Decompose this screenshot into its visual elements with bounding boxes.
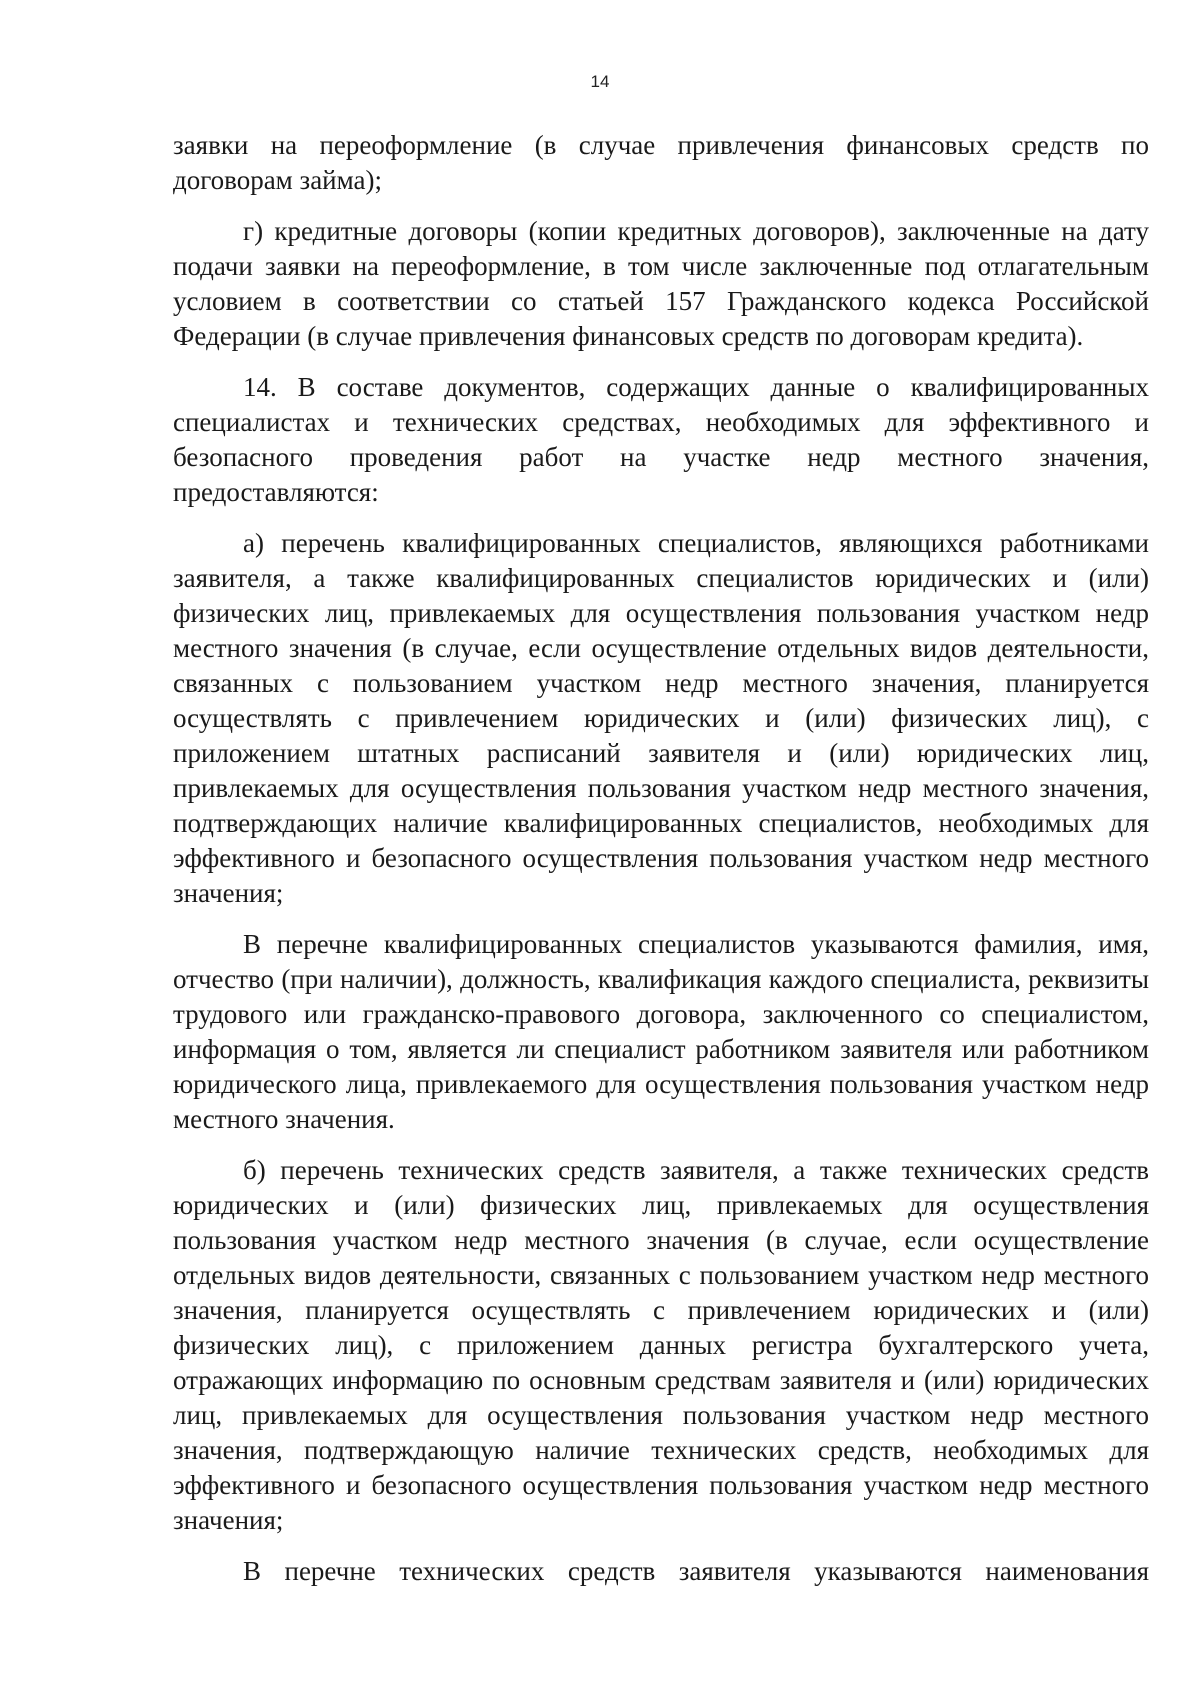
paragraph-item-b: б) перечень технических средств заявителя, а также технических средств юридических и (или) физических лиц, привлекаемых для осуществления пользования участком недр местного значения (в случае, если осуществление отдельных видов деятельности, связанных с пользованием участком недр местного значения, планируется осуществлять с привлечением юридических и (или) физических лиц), с приложением данных регистра бухгалтерского учета, отражающих информацию по основным средствам заявителя и (или) юридических лиц, привлекаемых для осуществления пользования участком недр местного значения, подтверждающую наличие технических средств, необходимых для эффективного и безопасного осуществления пользования участком недр местного значения;	[173, 1155, 1149, 1535]
paragraph-item-a-detail: В перечне квалифицированных специалистов указываются фамилия, имя, отчество (при наличии), должность, квалификация каждого специалиста, реквизиты трудового или гражданско-правового договора, заключенного со специалистом, информация о том, является ли специалист работником заявителя или работником юридического лица, привлекаемого для осуществления пользования участком недр местного значения.	[173, 929, 1149, 1134]
document-body	[173, 128, 1149, 1605]
paragraph-continuation: заявки на переоформление (в случае привлечения финансовых средств по договорам займа);	[173, 130, 1149, 195]
page-number: 14	[590, 72, 610, 91]
paragraph-item-g: г) кредитные договоры (копии кредитных договоров), заключенные на дату подачи заявки на переоформление, в том числе заключенные под отлагательным условием в соответствии со статьей 157 Гражданского кодекса Российской Федерации (в случае привлечения финансовых средств по договорам кредита).	[173, 216, 1149, 351]
paragraph-item-b-detail: В перечне технических средств заявителя указываются наименования	[243, 1556, 1149, 1586]
paragraph-section-14: 14. В составе документов, содержащих данные о квалифицированных специалистах и технических средствах, необходимых для эффективного и безопасного проведения работ на участке недр местного значения, предоставляются:	[173, 372, 1149, 507]
paragraph-item-a: а) перечень квалифицированных специалистов, являющихся работниками заявителя, а также квалифицированных специалистов юридических и (или) физических лиц, привлекаемых для осуществления пользования участком недр местного значения (в случае, если осуществление отдельных видов деятельности, связанных с пользованием участком недр местного значения, планируется осуществлять с привлечением юридических и (или) физических лиц), с приложением штатных расписаний заявителя и (или) юридических лиц, привлекаемых для осуществления пользования участком недр местного значения, подтверждающих наличие квалифицированных специалистов, необходимых для эффективного и безопасного осуществления пользования участком недр местного значения;	[173, 528, 1149, 908]
